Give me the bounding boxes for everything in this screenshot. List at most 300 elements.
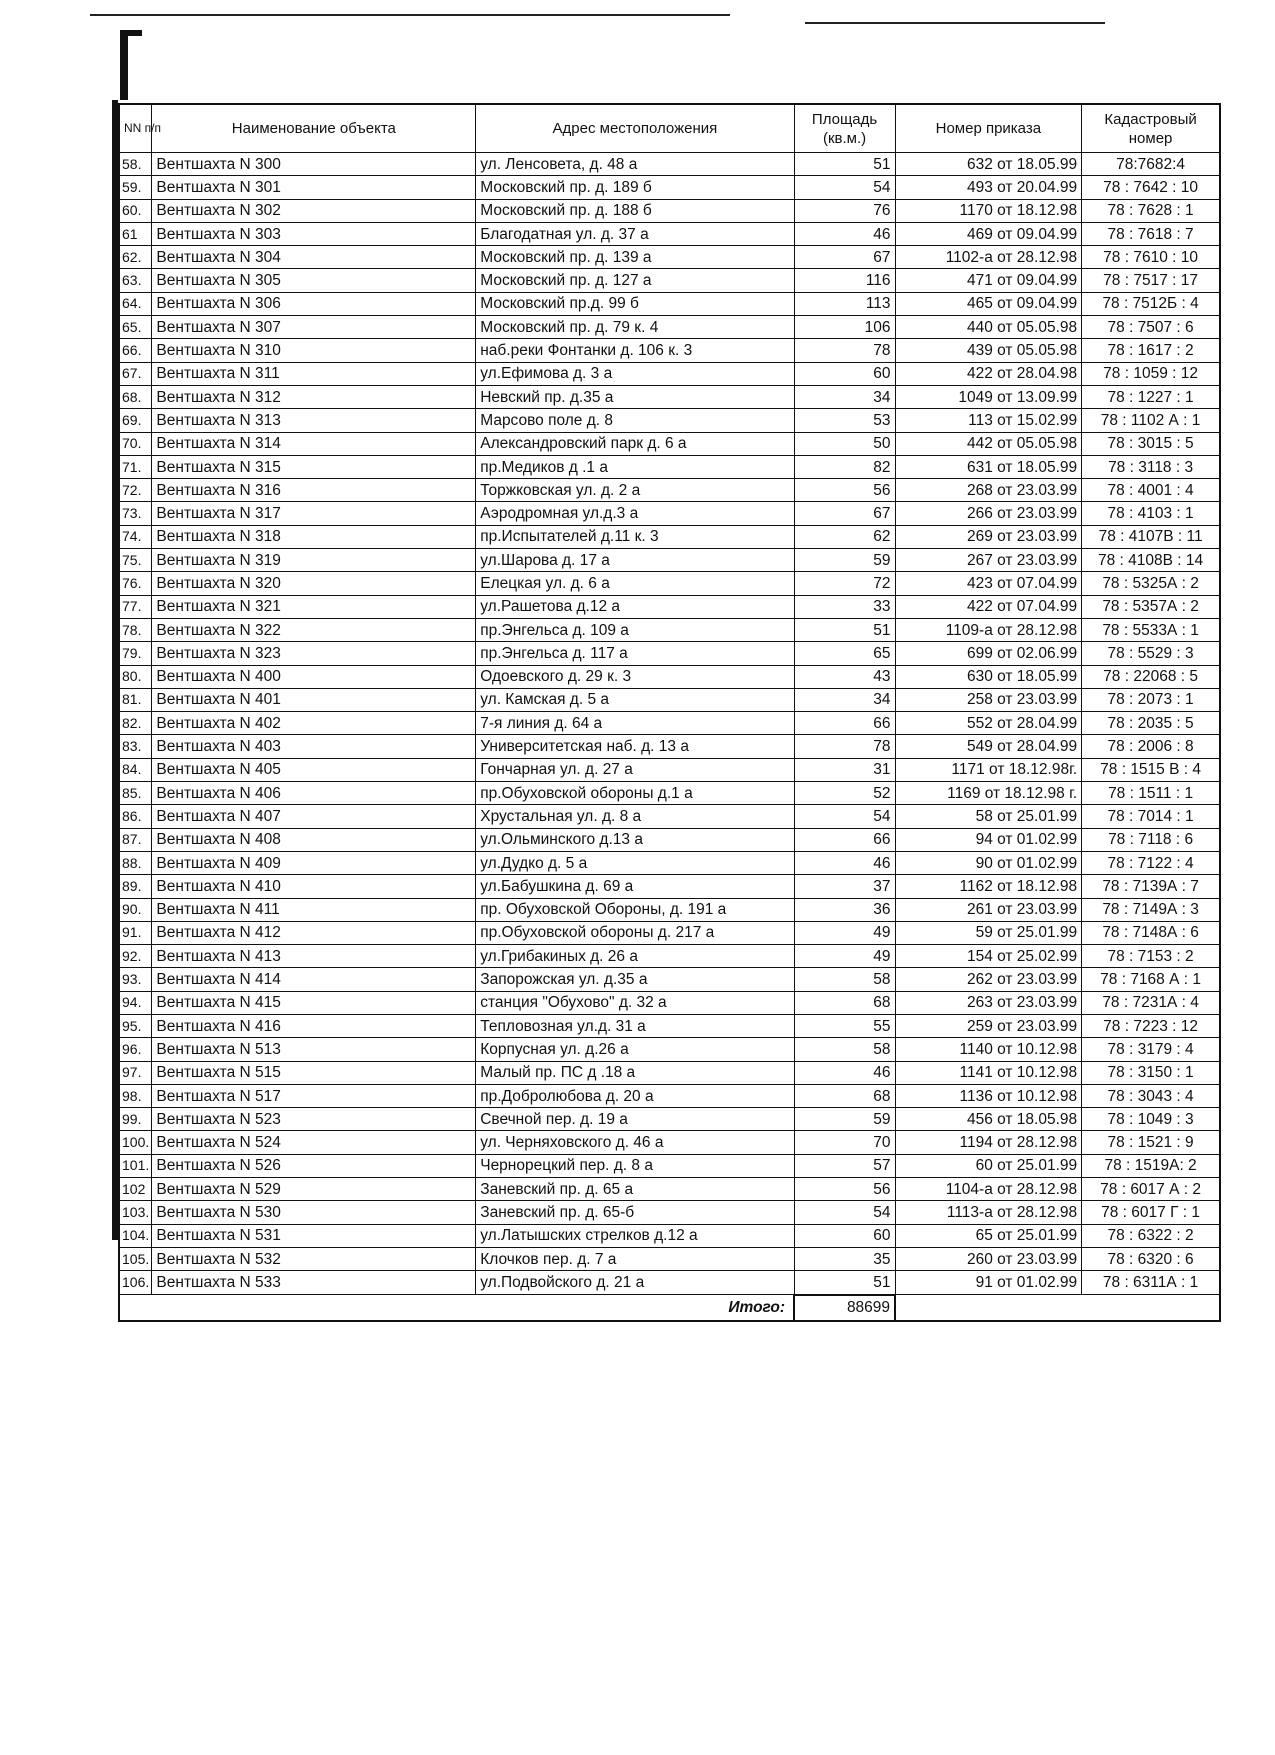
area-cell: 62 [794, 525, 895, 548]
row-number-cell: 101. [119, 1154, 152, 1177]
object-name-cell: Вентшахта N 307 [152, 316, 476, 339]
area-cell: 59 [794, 1108, 895, 1131]
row-number-cell: 90. [119, 898, 152, 921]
row-number-cell: 84. [119, 758, 152, 781]
address-cell: Александровский парк д. 6 а [476, 432, 794, 455]
row-number-cell: 103. [119, 1201, 152, 1224]
object-name-cell: Вентшахта N 400 [152, 665, 476, 688]
area-cell: 46 [794, 222, 895, 245]
order-number-cell: 440 от 05.05.98 [895, 316, 1082, 339]
header-order: Номер приказа [895, 104, 1082, 153]
table-row [119, 572, 1220, 595]
table-row [119, 362, 1220, 385]
cadastral-number-cell: 78 : 4001 : 4 [1082, 479, 1220, 502]
table-row [119, 875, 1220, 898]
cadastral-number-cell: 78 : 1059 : 12 [1082, 362, 1220, 385]
ventshaft-table [118, 103, 1221, 1322]
scan-artifact-top-line [90, 14, 730, 16]
object-name-cell: Вентшахта N 531 [152, 1224, 476, 1247]
table-row [119, 1178, 1220, 1201]
order-number-cell: 1113-а от 28.12.98 [895, 1201, 1082, 1224]
row-number-cell: 76. [119, 572, 152, 595]
area-cell: 70 [794, 1131, 895, 1154]
address-cell: Марсово поле д. 8 [476, 409, 794, 432]
object-name-cell: Вентшахта N 532 [152, 1247, 476, 1270]
cadastral-number-cell: 78 : 1521 : 9 [1082, 1131, 1220, 1154]
order-number-cell: 549 от 28.04.99 [895, 735, 1082, 758]
order-number-cell: 423 от 07.04.99 [895, 572, 1082, 595]
object-name-cell: Вентшахта N 305 [152, 269, 476, 292]
table-row [119, 968, 1220, 991]
address-cell: ул. Ленсовета, д. 48 а [476, 153, 794, 176]
table-row [119, 1201, 1220, 1224]
address-cell: ул.Ольминского д.13 а [476, 828, 794, 851]
object-name-cell: Вентшахта N 513 [152, 1038, 476, 1061]
object-name-cell: Вентшахта N 300 [152, 153, 476, 176]
area-cell: 46 [794, 1061, 895, 1084]
order-number-cell: 456 от 18.05.98 [895, 1108, 1082, 1131]
cadastral-number-cell: 78 : 7118 : 6 [1082, 828, 1220, 851]
cadastral-number-cell: 78 : 5529 : 3 [1082, 642, 1220, 665]
address-cell: ул.Латышских стрелков д.12 а [476, 1224, 794, 1247]
area-cell: 36 [794, 898, 895, 921]
row-number-cell: 97. [119, 1061, 152, 1084]
address-cell: пр.Добролюбова д. 20 а [476, 1084, 794, 1107]
area-cell: 56 [794, 1178, 895, 1201]
area-cell: 106 [794, 316, 895, 339]
table-row [119, 595, 1220, 618]
area-cell: 33 [794, 595, 895, 618]
order-number-cell: 1162 от 18.12.98 [895, 875, 1082, 898]
address-cell: Хрустальная ул. д. 8 а [476, 805, 794, 828]
order-number-cell: 632 от 18.05.99 [895, 153, 1082, 176]
cadastral-number-cell: 78 : 7642 : 10 [1082, 176, 1220, 199]
address-cell: Московский пр. д. 79 к. 4 [476, 316, 794, 339]
address-cell: пр.Обуховской обороны д. 217 а [476, 921, 794, 944]
area-cell: 67 [794, 246, 895, 269]
cadastral-number-cell: 78 : 2006 : 8 [1082, 735, 1220, 758]
table-row [119, 502, 1220, 525]
table-row [119, 246, 1220, 269]
area-cell: 58 [794, 968, 895, 991]
table-row [119, 1271, 1220, 1295]
area-cell: 50 [794, 432, 895, 455]
cadastral-number-cell: 78 : 7122 : 4 [1082, 851, 1220, 874]
row-number-cell: 60. [119, 199, 152, 222]
row-number-cell: 67. [119, 362, 152, 385]
area-cell: 53 [794, 409, 895, 432]
table-row [119, 758, 1220, 781]
order-number-cell: 422 от 28.04.98 [895, 362, 1082, 385]
table-row [119, 688, 1220, 711]
object-name-cell: Вентшахта N 412 [152, 921, 476, 944]
address-cell: Гончарная ул. д. 27 а [476, 758, 794, 781]
total-row [119, 1295, 1220, 1321]
header-address: Адрес местоположения [476, 104, 794, 153]
cadastral-number-cell: 78 : 4108В : 14 [1082, 549, 1220, 572]
table-row [119, 921, 1220, 944]
area-cell: 34 [794, 385, 895, 408]
row-number-cell: 70. [119, 432, 152, 455]
row-number-cell: 69. [119, 409, 152, 432]
area-cell: 54 [794, 176, 895, 199]
total-label: Итого: [728, 1298, 786, 1316]
order-number-cell: 631 от 18.05.99 [895, 455, 1082, 478]
row-number-cell: 81. [119, 688, 152, 711]
order-number-cell: 260 от 23.03.99 [895, 1247, 1082, 1270]
object-name-cell: Вентшахта N 311 [152, 362, 476, 385]
order-number-cell: 267 от 23.03.99 [895, 549, 1082, 572]
area-cell: 67 [794, 502, 895, 525]
row-number-cell: 102 [119, 1178, 152, 1201]
cadastral-number-cell: 78 : 7153 : 2 [1082, 945, 1220, 968]
row-number-cell: 59. [119, 176, 152, 199]
table-row [119, 455, 1220, 478]
object-name-cell: Вентшахта N 301 [152, 176, 476, 199]
table-row [119, 851, 1220, 874]
order-number-cell: 259 от 23.03.99 [895, 1014, 1082, 1037]
object-name-cell: Вентшахта N 517 [152, 1084, 476, 1107]
row-number-cell: 74. [119, 525, 152, 548]
cadastral-number-cell: 78 : 1511 : 1 [1082, 782, 1220, 805]
cadastral-number-cell: 78 : 7149А : 3 [1082, 898, 1220, 921]
table-row [119, 712, 1220, 735]
table-row [119, 222, 1220, 245]
address-cell: ул. Черняховского д. 46 а [476, 1131, 794, 1154]
row-number-cell: 83. [119, 735, 152, 758]
table-row [119, 409, 1220, 432]
header-cadastral: Кадастровый номер [1082, 104, 1220, 153]
table-row [119, 1084, 1220, 1107]
cadastral-number-cell: 78 : 3015 : 5 [1082, 432, 1220, 455]
area-cell: 51 [794, 1271, 895, 1295]
object-name-cell: Вентшахта N 321 [152, 595, 476, 618]
row-number-cell: 95. [119, 1014, 152, 1037]
object-name-cell: Вентшахта N 529 [152, 1178, 476, 1201]
table-row [119, 1038, 1220, 1061]
object-name-cell: Вентшахта N 405 [152, 758, 476, 781]
table-row [119, 1154, 1220, 1177]
order-number-cell: 1140 от 10.12.98 [895, 1038, 1082, 1061]
order-number-cell: 699 от 02.06.99 [895, 642, 1082, 665]
cadastral-number-cell: 78 : 1227 : 1 [1082, 385, 1220, 408]
address-cell: Аэродромная ул.д.3 а [476, 502, 794, 525]
object-name-cell: Вентшахта N 411 [152, 898, 476, 921]
cadastral-number-cell: 78 : 5533А : 1 [1082, 618, 1220, 641]
table-row [119, 735, 1220, 758]
table-row [119, 479, 1220, 502]
object-name-cell: Вентшахта N 306 [152, 292, 476, 315]
header-area: Площадь (кв.м.) [794, 104, 895, 153]
address-cell: пр.Энгельса д. 117 а [476, 642, 794, 665]
object-name-cell: Вентшахта N 406 [152, 782, 476, 805]
order-number-cell: 1102-а от 28.12.98 [895, 246, 1082, 269]
area-cell: 58 [794, 1038, 895, 1061]
order-number-cell: 1136 от 10.12.98 [895, 1084, 1082, 1107]
object-name-cell: Вентшахта N 318 [152, 525, 476, 548]
table-row [119, 618, 1220, 641]
order-number-cell: 262 от 23.03.99 [895, 968, 1082, 991]
cadastral-number-cell: 78 : 7628 : 1 [1082, 199, 1220, 222]
row-number-cell: 89. [119, 875, 152, 898]
cadastral-number-cell: 78 : 6017 Г : 1 [1082, 1201, 1220, 1224]
table-row [119, 176, 1220, 199]
table-row [119, 898, 1220, 921]
cadastral-number-cell: 78 : 6320 : 6 [1082, 1247, 1220, 1270]
address-cell: Заневский пр. д. 65-б [476, 1201, 794, 1224]
cadastral-number-cell: 78 : 7223 : 12 [1082, 1014, 1220, 1037]
total-spacer-right [895, 1295, 1220, 1321]
object-name-cell: Вентшахта N 303 [152, 222, 476, 245]
row-number-cell: 105. [119, 1247, 152, 1270]
table-row [119, 153, 1220, 176]
row-number-cell: 58. [119, 153, 152, 176]
object-name-cell: Вентшахта N 320 [152, 572, 476, 595]
address-cell: Московский пр. д. 189 б [476, 176, 794, 199]
area-cell: 57 [794, 1154, 895, 1177]
address-cell: пр.Медиков д .1 а [476, 455, 794, 478]
area-cell: 113 [794, 292, 895, 315]
cadastral-number-cell: 78 : 7231А : 4 [1082, 991, 1220, 1014]
object-name-cell: Вентшахта N 413 [152, 945, 476, 968]
row-number-cell: 87. [119, 828, 152, 851]
area-cell: 54 [794, 805, 895, 828]
row-number-cell: 85. [119, 782, 152, 805]
object-name-cell: Вентшахта N 414 [152, 968, 476, 991]
table-row [119, 665, 1220, 688]
row-number-cell: 99. [119, 1108, 152, 1131]
address-cell: ул.Подвойского д. 21 а [476, 1271, 794, 1295]
address-cell: Елецкая ул. д. 6 а [476, 572, 794, 595]
cadastral-number-cell: 78 : 6311А : 1 [1082, 1271, 1220, 1295]
address-cell: Благодатная ул. д. 37 а [476, 222, 794, 245]
area-cell: 35 [794, 1247, 895, 1270]
order-number-cell: 1104-а от 28.12.98 [895, 1178, 1082, 1201]
table-body [119, 153, 1220, 1295]
row-number-cell: 88. [119, 851, 152, 874]
object-name-cell: Вентшахта N 313 [152, 409, 476, 432]
address-cell: Заневский пр. д. 65 а [476, 1178, 794, 1201]
row-number-cell: 78. [119, 618, 152, 641]
cadastral-number-cell: 78 : 3179 : 4 [1082, 1038, 1220, 1061]
cadastral-number-cell: 78 : 7610 : 10 [1082, 246, 1220, 269]
area-cell: 51 [794, 153, 895, 176]
area-cell: 68 [794, 1084, 895, 1107]
order-number-cell: 493 от 20.04.99 [895, 176, 1082, 199]
address-cell: ул.Рашетова д.12 а [476, 595, 794, 618]
order-number-cell: 1169 от 18.12.98 г. [895, 782, 1082, 805]
row-number-cell: 62. [119, 246, 152, 269]
area-cell: 76 [794, 199, 895, 222]
address-cell: ул.Грибакиных д. 26 а [476, 945, 794, 968]
area-cell: 52 [794, 782, 895, 805]
table-row [119, 828, 1220, 851]
area-cell: 55 [794, 1014, 895, 1037]
order-number-cell: 469 от 09.04.99 [895, 222, 1082, 245]
cadastral-number-cell: 78 : 6322 : 2 [1082, 1224, 1220, 1247]
order-number-cell: 1049 от 13.09.99 [895, 385, 1082, 408]
table-row [119, 805, 1220, 828]
object-name-cell: Вентшахта N 402 [152, 712, 476, 735]
address-cell: пр.Обуховской обороны д.1 а [476, 782, 794, 805]
cadastral-number-cell: 78 : 1102 А : 1 [1082, 409, 1220, 432]
area-cell: 82 [794, 455, 895, 478]
table-row [119, 1224, 1220, 1247]
cadastral-number-cell: 78 : 1519А: 2 [1082, 1154, 1220, 1177]
order-number-cell: 422 от 07.04.99 [895, 595, 1082, 618]
cadastral-number-cell: 78 : 1515 В : 4 [1082, 758, 1220, 781]
row-number-cell: 80. [119, 665, 152, 688]
object-name-cell: Вентшахта N 415 [152, 991, 476, 1014]
table-row [119, 1108, 1220, 1131]
area-cell: 54 [794, 1201, 895, 1224]
order-number-cell: 1141 от 10.12.98 [895, 1061, 1082, 1084]
area-cell: 56 [794, 479, 895, 502]
order-number-cell: 90 от 01.02.99 [895, 851, 1082, 874]
address-cell: Московский пр. д. 188 б [476, 199, 794, 222]
table-row [119, 991, 1220, 1014]
row-number-cell: 68. [119, 385, 152, 408]
address-cell: Запорожская ул. д.35 а [476, 968, 794, 991]
address-cell: пр.Энгельса д. 109 а [476, 618, 794, 641]
object-name-cell: Вентшахта N 315 [152, 455, 476, 478]
cadastral-number-cell: 78 : 5357А : 2 [1082, 595, 1220, 618]
object-name-cell: Вентшахта N 304 [152, 246, 476, 269]
order-number-cell: 552 от 28.04.99 [895, 712, 1082, 735]
cadastral-number-cell: 78 : 2073 : 1 [1082, 688, 1220, 711]
object-name-cell: Вентшахта N 533 [152, 1271, 476, 1295]
area-cell: 60 [794, 1224, 895, 1247]
row-number-cell: 61 [119, 222, 152, 245]
address-cell: Московский пр. д. 139 а [476, 246, 794, 269]
address-cell: ул.Ефимова д. 3 а [476, 362, 794, 385]
order-number-cell: 94 от 01.02.99 [895, 828, 1082, 851]
address-cell: наб.реки Фонтанки д. 106 к. 3 [476, 339, 794, 362]
order-number-cell: 471 от 09.04.99 [895, 269, 1082, 292]
total-value: 88699 [794, 1295, 895, 1321]
area-cell: 49 [794, 921, 895, 944]
address-cell: 7-я линия д. 64 а [476, 712, 794, 735]
table-row [119, 549, 1220, 572]
header-num: NN п/п [119, 104, 152, 153]
table-row [119, 782, 1220, 805]
address-cell: станция "Обухово" д. 32 а [476, 991, 794, 1014]
area-cell: 46 [794, 851, 895, 874]
object-name-cell: Вентшахта N 409 [152, 851, 476, 874]
cadastral-number-cell: 78 : 1617 : 2 [1082, 339, 1220, 362]
address-cell: ул.Бабушкина д. 69 а [476, 875, 794, 898]
address-cell: Корпусная ул. д.26 а [476, 1038, 794, 1061]
cadastral-number-cell: 78 : 7517 : 17 [1082, 269, 1220, 292]
area-cell: 43 [794, 665, 895, 688]
cadastral-number-cell: 78 : 3150 : 1 [1082, 1061, 1220, 1084]
object-name-cell: Вентшахта N 523 [152, 1108, 476, 1131]
table-header-row [119, 104, 1220, 153]
row-number-cell: 106. [119, 1271, 152, 1295]
order-number-cell: 1170 от 18.12.98 [895, 199, 1082, 222]
row-number-cell: 79. [119, 642, 152, 665]
scan-artifact-top-line-right [805, 22, 1105, 24]
table-row [119, 525, 1220, 548]
order-number-cell: 154 от 25.02.99 [895, 945, 1082, 968]
area-cell: 51 [794, 618, 895, 641]
order-number-cell: 263 от 23.03.99 [895, 991, 1082, 1014]
object-name-cell: Вентшахта N 319 [152, 549, 476, 572]
cadastral-number-cell: 78 : 22068 : 5 [1082, 665, 1220, 688]
scan-corner-mark [120, 30, 128, 100]
cadastral-number-cell: 78 : 7139А : 7 [1082, 875, 1220, 898]
address-cell: Тепловозная ул.д. 31 а [476, 1014, 794, 1037]
order-number-cell: 1171 от 18.12.98г. [895, 758, 1082, 781]
order-number-cell: 465 от 09.04.99 [895, 292, 1082, 315]
row-number-cell: 82. [119, 712, 152, 735]
cadastral-number-cell: 78 : 7507 : 6 [1082, 316, 1220, 339]
area-cell: 66 [794, 712, 895, 735]
address-cell: ул.Шарова д. 17 а [476, 549, 794, 572]
table-row [119, 199, 1220, 222]
order-number-cell: 266 от 23.03.99 [895, 502, 1082, 525]
order-number-cell: 630 от 18.05.99 [895, 665, 1082, 688]
object-name-cell: Вентшахта N 524 [152, 1131, 476, 1154]
table-row [119, 385, 1220, 408]
cadastral-number-cell: 78 : 3043 : 4 [1082, 1084, 1220, 1107]
total-spacer [119, 1295, 794, 1321]
cadastral-number-cell: 78 : 3118 : 3 [1082, 455, 1220, 478]
order-number-cell: 113 от 15.02.99 [895, 409, 1082, 432]
area-cell: 66 [794, 828, 895, 851]
order-number-cell: 258 от 23.03.99 [895, 688, 1082, 711]
row-number-cell: 86. [119, 805, 152, 828]
table-row [119, 269, 1220, 292]
area-cell: 31 [794, 758, 895, 781]
row-number-cell: 96. [119, 1038, 152, 1061]
order-number-cell: 65 от 25.01.99 [895, 1224, 1082, 1247]
row-number-cell: 91. [119, 921, 152, 944]
order-number-cell: 268 от 23.03.99 [895, 479, 1082, 502]
object-name-cell: Вентшахта N 310 [152, 339, 476, 362]
order-number-cell: 59 от 25.01.99 [895, 921, 1082, 944]
row-number-cell: 77. [119, 595, 152, 618]
area-cell: 49 [794, 945, 895, 968]
cadastral-number-cell: 78 : 1049 : 3 [1082, 1108, 1220, 1131]
order-number-cell: 91 от 01.02.99 [895, 1271, 1082, 1295]
header-name: Наименование объекта [152, 104, 476, 153]
object-name-cell: Вентшахта N 316 [152, 479, 476, 502]
order-number-cell: 261 от 23.03.99 [895, 898, 1082, 921]
order-number-cell: 1194 от 28.12.98 [895, 1131, 1082, 1154]
row-number-cell: 71. [119, 455, 152, 478]
object-name-cell: Вентшахта N 526 [152, 1154, 476, 1177]
row-number-cell: 100. [119, 1131, 152, 1154]
address-cell: Свечной пер. д. 19 а [476, 1108, 794, 1131]
table-row [119, 1014, 1220, 1037]
address-cell: пр. Обуховской Обороны, д. 191 а [476, 898, 794, 921]
area-cell: 37 [794, 875, 895, 898]
cadastral-number-cell: 78 : 5325А : 2 [1082, 572, 1220, 595]
table-row [119, 316, 1220, 339]
order-number-cell: 269 от 23.03.99 [895, 525, 1082, 548]
cadastral-number-cell: 78 : 7618 : 7 [1082, 222, 1220, 245]
table-row [119, 945, 1220, 968]
cadastral-number-cell: 78 : 7512Б : 4 [1082, 292, 1220, 315]
object-name-cell: Вентшахта N 302 [152, 199, 476, 222]
table-row [119, 642, 1220, 665]
object-name-cell: Вентшахта N 410 [152, 875, 476, 898]
area-cell: 34 [794, 688, 895, 711]
row-number-cell: 104. [119, 1224, 152, 1247]
address-cell: Торжковская ул. д. 2 а [476, 479, 794, 502]
row-number-cell: 94. [119, 991, 152, 1014]
